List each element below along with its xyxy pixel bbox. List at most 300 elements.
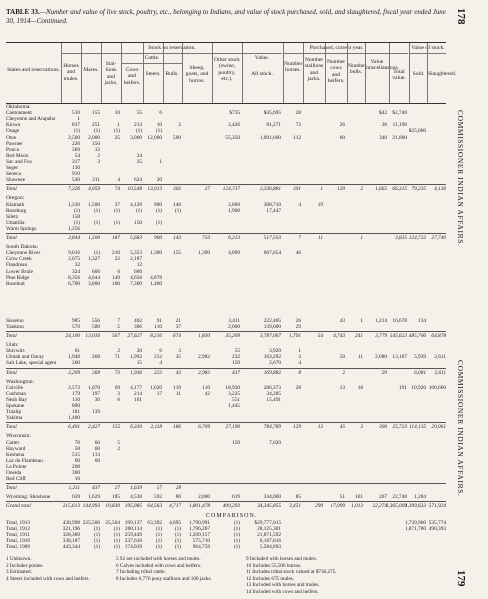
table-cell: 8,216: [150, 333, 162, 339]
table-cell: 22,748: [392, 494, 407, 501]
table-cell: 1,214: [375, 317, 387, 324]
table-cell: 112: [293, 134, 301, 141]
total-row: [6, 186, 446, 192]
table-row: [6, 415, 446, 421]
table-cell: 567: [112, 333, 120, 339]
comparison-title: COMPARISON.: [206, 512, 258, 519]
header-cattle: Cattle.: [144, 55, 160, 61]
table-row: [6, 135, 446, 141]
table-cell: 6: [159, 110, 162, 117]
table-cell: 1,665: [375, 186, 387, 193]
table-cell: 1,209,157: [188, 531, 210, 538]
table-cell: (1): [233, 531, 240, 538]
table-row: [6, 348, 446, 354]
table-cell: 13,167: [392, 354, 407, 361]
table-cell: 191: [399, 384, 407, 391]
table-cell: 140: [173, 201, 181, 208]
table-row: [6, 165, 446, 171]
table-cell: (1): [93, 207, 100, 214]
table-cell: 5: [117, 439, 120, 446]
table-cell: 3: [360, 424, 363, 431]
header-horses: Horses and mules.: [63, 63, 79, 82]
table-cell: 3,787,067: [259, 333, 281, 339]
table-row: [6, 269, 446, 275]
table-cell: 2,000: [198, 494, 210, 501]
table-cell: 85: [295, 494, 301, 501]
table-cell: (1): [155, 128, 162, 135]
table-cell: 12: [94, 146, 100, 153]
table-cell: 200: [72, 360, 80, 367]
table-cell: 3: [178, 348, 181, 355]
table-cell: 1: [360, 317, 363, 324]
row-label: Total, 1912: [6, 525, 31, 532]
table-row: [6, 409, 446, 415]
table-cell: 500: [173, 134, 181, 141]
table-row: [6, 220, 446, 226]
table-cell: 570: [72, 323, 80, 330]
table-cell: 4,656: [130, 274, 142, 281]
table-cell: $42: [379, 110, 387, 117]
table-cell: 5,353: [130, 250, 142, 257]
row-label: Total: [6, 369, 17, 376]
table-cell: 45: [339, 424, 345, 431]
table-cell: 11,196: [392, 122, 407, 129]
table-cell: (1): [93, 250, 100, 257]
table-cell: (1): [155, 544, 162, 550]
table-cell: 155: [112, 424, 120, 431]
table-cell: 71: [114, 354, 120, 361]
table-cell: 2: [360, 186, 363, 193]
table-cell: 134: [418, 317, 426, 324]
row-label: Otoe: [6, 134, 17, 141]
table-cell: (1): [233, 537, 240, 544]
table-cell: 9,016: [68, 250, 80, 257]
table-cell: 120: [337, 186, 345, 193]
table-cell: 2,000: [228, 323, 240, 330]
table-cell: 545,623: [389, 333, 407, 339]
table-cell: 462: [134, 317, 142, 324]
row-label: Sac and Fox: [6, 158, 33, 165]
table-cell: 58: [74, 445, 80, 452]
table-cell: 985: [72, 317, 80, 324]
table-cell: 158: [72, 213, 80, 220]
state-heading: Oklahoma:: [6, 104, 31, 110]
footnote: 14 Included with cows and heifers.: [246, 588, 319, 595]
table-cell: $45,695: [263, 110, 281, 117]
table-cell: 22,274: [372, 503, 387, 510]
table-cell: 6,700: [68, 280, 80, 287]
table-row: [6, 318, 446, 324]
row-label: Klamath: [6, 201, 25, 208]
table-cell: 37: [175, 323, 181, 330]
row-label: Neah Bay: [6, 396, 28, 403]
table-cell: 324: [72, 268, 80, 275]
table-cell: 1,790,991: [188, 519, 210, 526]
table-row: [6, 544, 446, 550]
row-label: Colville: [6, 384, 24, 391]
table-cell: (1): [93, 544, 100, 550]
table-cell: 35: [175, 354, 181, 361]
table-cell: 24: [136, 152, 142, 159]
table-cell: 20: [156, 177, 162, 184]
table-cell: 535,774: [428, 519, 446, 526]
table-row: [6, 532, 446, 538]
table-cell: 150: [232, 360, 240, 367]
table-cell: 61: [74, 348, 80, 355]
table-cell: 1,791: [289, 333, 301, 339]
table-cell: 60: [339, 134, 345, 141]
table-cell: 3: [117, 390, 120, 397]
table-cell: 268: [92, 369, 100, 376]
table-cell: 15,491: [266, 396, 281, 403]
table-cell: 2,680: [375, 354, 387, 361]
table-cell: 225,506: [82, 519, 100, 526]
table-cell: 1,830: [198, 333, 210, 339]
row-label: Red Cliff: [6, 476, 26, 483]
table-cell: 11: [175, 390, 181, 397]
state-heading: Utah:: [6, 342, 19, 349]
table-cell: (1): [93, 531, 100, 538]
table-cell: (1): [155, 207, 162, 214]
table-cell: 551: [232, 396, 240, 403]
table-cell: 6,709: [198, 424, 210, 431]
table-cell: 1,300: [150, 250, 162, 257]
table-cell: (1): [233, 544, 240, 550]
table-cell: 21,871,592: [257, 531, 281, 538]
footnote: 3 Estimated.: [6, 569, 32, 575]
table-cell: 1,327: [88, 256, 100, 263]
table-row: [6, 354, 446, 360]
table-cell: 6: [159, 348, 162, 355]
table-cell: 784,789: [263, 424, 281, 431]
table-row: [6, 470, 446, 476]
table-cell: 4,530: [130, 494, 142, 501]
table-cell: 1,091,600: [259, 134, 281, 141]
table-cell: 344,000: [263, 494, 281, 501]
table-cell: 2,427: [88, 424, 100, 431]
footnote: 10 Includes 55,500 burros.: [246, 562, 302, 569]
table-cell: 321,196: [62, 525, 80, 532]
table-row: [6, 403, 446, 409]
table-row: [6, 391, 446, 397]
table-cell: 2,982: [198, 354, 210, 361]
table-cell: 299: [315, 503, 323, 510]
table-cell: 17,099: [330, 503, 345, 510]
table-cell: 13: [317, 424, 323, 431]
row-label: Grand total: [6, 503, 31, 510]
table-cell: 2,075: [68, 256, 80, 263]
table-cell: 24,100: [65, 333, 80, 339]
row-label: Cantonment: [6, 110, 32, 117]
table-cell: 10: [156, 122, 162, 129]
table-cell: 27: [204, 186, 210, 193]
header-sold: Sold.: [412, 71, 425, 77]
table-cell: 27,627: [127, 333, 142, 339]
table-cell: 113: [92, 451, 100, 458]
table-cell: 490,393: [428, 525, 446, 532]
table-cell: 1,629: [88, 494, 100, 501]
table-rule: [6, 233, 446, 234]
table-cell: 101: [355, 494, 363, 501]
row-label: Shawnee: [6, 177, 26, 184]
table-row: [6, 177, 446, 183]
table-cell: 214: [134, 390, 142, 397]
table-cell: (1): [73, 128, 80, 135]
table-cell: 110: [72, 396, 80, 403]
table-cell: 199,137: [124, 519, 142, 526]
table-cell: 1,936: [130, 369, 142, 376]
table-cell: 26: [295, 317, 301, 324]
row-label: Roseburg: [6, 207, 27, 214]
table-cell: 1,620: [150, 384, 162, 391]
table-cell: 2,982: [198, 369, 210, 376]
table-cell: 55,350: [225, 134, 240, 141]
table-cell: 306: [134, 323, 142, 330]
table-cell: 8: [298, 369, 301, 376]
header-stallions: Stal-lions and jacks.: [104, 61, 118, 87]
table-row: [6, 281, 446, 287]
row-label: Tulalip: [6, 409, 22, 416]
table-cell: 600: [134, 268, 142, 275]
table-cell: 139: [92, 409, 100, 416]
table-cell: 26: [339, 122, 345, 129]
table-cell: 64,563: [147, 503, 162, 510]
table-cell: 27: [114, 485, 120, 492]
table-cell: 100: [112, 280, 120, 287]
table-cell: 580: [92, 323, 100, 330]
table-cell: 60: [74, 457, 80, 464]
table-row: [6, 208, 446, 214]
table-cell: 369: [72, 146, 80, 153]
row-label: Cushman: [6, 390, 27, 397]
table-cell: 6: [117, 268, 120, 275]
table-cell: 129: [293, 424, 301, 431]
table-label: TABLE 33.: [6, 8, 40, 16]
table-cell: 237,610: [124, 537, 142, 544]
table-cell: 10,920: [411, 384, 426, 391]
footnote: 9 Included with horses and mules.: [246, 556, 317, 562]
table-cell: 27,740: [431, 235, 446, 241]
table-cell: 8,187,616: [259, 537, 281, 544]
header-stock-on-reservation: Stock on reservation.: [148, 45, 196, 51]
table-cell: 4: [298, 360, 301, 367]
table-cell: 20: [381, 369, 387, 376]
table-row: [6, 520, 446, 526]
table-cell: 2,611: [434, 354, 446, 361]
table-row: [6, 250, 446, 256]
table-rule: [6, 368, 446, 369]
table-cell: 124,737: [222, 186, 240, 193]
row-label: Yakima: [6, 415, 23, 422]
row-label: Red Moon: [6, 152, 29, 159]
row-label: Uintah and Ouray: [6, 354, 44, 361]
table-cell: 606: [92, 268, 100, 275]
row-label: Lower Brule: [6, 268, 33, 275]
table-cell: 540: [72, 177, 80, 184]
table-cell: 259,449: [124, 531, 142, 538]
table-cell: 1,256: [68, 225, 80, 232]
table-cell: 2,336,881: [259, 186, 281, 193]
table-cell: 4,136: [434, 186, 446, 193]
total-row: [6, 503, 446, 509]
table-cell: 222,405: [263, 317, 281, 324]
row-label: Cheyenne and Arapaho: [6, 116, 56, 123]
row-label: Umatilla: [6, 219, 25, 226]
table-row: [6, 153, 446, 159]
footnote: 5 92 are included with horses and mules.: [116, 556, 201, 562]
table-cell: 35,209: [225, 333, 240, 339]
table-cell: 55: [136, 110, 142, 117]
table-cell: 267: [379, 494, 387, 501]
table-row: [6, 538, 446, 544]
header-num-stallions: Number stallions and jacks.: [304, 57, 324, 83]
table-rule: [6, 184, 446, 185]
table-cell: 25: [136, 158, 142, 165]
table-cell: 1,500: [88, 235, 100, 241]
table-cell: 185: [112, 494, 120, 501]
table-cell: 2: [117, 445, 120, 452]
table-cell: 60: [94, 445, 100, 452]
header-states: States and reservations.: [7, 67, 60, 73]
row-label: Seger: [6, 165, 19, 171]
table-row: [6, 458, 446, 464]
table-cell: 6,213: [228, 235, 240, 241]
table-caption-text: —Number and value of live stock, poultry, etc., belonging to Indians, and value of stock purchased, sold, and slaughtered, fiscal year ended June 30, 1914—Continued.: [6, 8, 446, 25]
row-label: Seneca: [6, 171, 21, 178]
page-number-top: 178: [455, 8, 467, 25]
header-value: Value.: [254, 55, 270, 61]
table-cell: 1,871,780: [404, 525, 426, 532]
footnote-column: [6, 556, 90, 582]
table-cell: (1): [135, 207, 142, 214]
footnote: 1 Unknown.: [6, 556, 32, 562]
table-cell: $29,777,015: [254, 519, 281, 526]
header-total-value: Total value.: [392, 69, 406, 82]
row-label: Total: [6, 235, 17, 241]
table-cell: 4: [298, 201, 301, 208]
table-cell: 222: [154, 369, 162, 376]
row-label: Carter: [6, 439, 20, 446]
state-heading: South Dakota:: [6, 244, 39, 251]
header-slaughtered: Slaughtered.: [428, 71, 457, 77]
table-cell: 2,573: [68, 384, 80, 391]
table-row: [6, 202, 446, 208]
row-label: Pawnee: [6, 140, 23, 147]
table-row: [6, 128, 446, 134]
table-rule: [6, 422, 446, 423]
table-cell: 5: [117, 323, 120, 330]
table-cell: 300: [379, 424, 387, 431]
table-cell: 51: [339, 494, 345, 501]
table-cell: 674: [173, 333, 181, 339]
table-cell: 181: [72, 409, 80, 416]
table-cell: 70: [74, 439, 80, 446]
table-cell: (1): [174, 207, 181, 214]
row-label: Lac du Flambeau: [6, 457, 43, 464]
table-cell: (1): [113, 531, 120, 538]
state-heading: Oregon:: [6, 195, 25, 202]
table-cell: 37: [114, 201, 120, 208]
table-cell: 241: [355, 333, 363, 339]
table-cell: (1): [174, 537, 181, 544]
table-cell: 42: [204, 390, 210, 397]
row-label: Spokane: [6, 403, 25, 409]
header-num-cows: Number cows and heifers.: [326, 59, 346, 85]
table-cell: 21,800: [392, 134, 407, 141]
row-label: Osage: [6, 128, 20, 135]
table-cell: 4,878: [150, 274, 162, 281]
table-cell: 837: [72, 122, 80, 129]
table-rule: [6, 483, 446, 484]
table-cell: 211: [92, 177, 100, 184]
row-label: Pine Ridge: [6, 274, 30, 281]
table-cell: (1): [113, 525, 120, 532]
table-cell: 619: [232, 494, 240, 501]
table-cell: 12,000: [147, 134, 162, 141]
table-cell: 7,300: [130, 280, 142, 287]
table-cell: $735: [229, 110, 240, 117]
table-cell: (1): [174, 531, 181, 538]
table-cell: 1,900: [228, 207, 240, 214]
table-cell: 18: [357, 384, 363, 391]
table-row: [6, 526, 446, 532]
table-cell: 2,118: [150, 424, 162, 431]
table-cell: 213: [134, 122, 142, 129]
table-cell: 15: [136, 360, 142, 367]
table-row: [6, 360, 446, 366]
table-cell: 667,654: [263, 250, 281, 257]
table-cell: 54: [317, 333, 323, 339]
table-cell: 268: [92, 354, 100, 361]
table-cell: 43: [175, 369, 181, 376]
table-cell: 174,019: [124, 544, 142, 550]
table-cell: 4,059: [88, 186, 100, 193]
table-cell: 2,844: [68, 235, 80, 241]
table-cell: 43: [339, 317, 345, 324]
table-row: [6, 464, 446, 470]
table-cell: 1,400: [68, 415, 80, 422]
table-cell: 1,390: [198, 250, 210, 257]
table-cell: 10: [114, 110, 120, 117]
table-cell: 733: [202, 235, 210, 241]
table-cell: 212: [154, 354, 162, 361]
table-row: [6, 397, 446, 403]
table-cell: 10,830: [105, 503, 120, 510]
table-cell: 4,695: [169, 519, 181, 526]
table-cell: 302: [173, 186, 181, 193]
table-row: [6, 494, 446, 500]
table-cell: (1): [93, 219, 100, 226]
table-cell: 2: [342, 369, 345, 376]
table-cell: 1,801,478: [188, 503, 210, 510]
table-cell: 2,611: [434, 369, 446, 376]
footnote: 7 Including tribal cattle.: [116, 569, 166, 575]
row-label: Warm Springs: [6, 225, 37, 232]
table-cell: 3,920: [269, 348, 281, 355]
table-cell: 3,000: [130, 134, 142, 141]
table-cell: 2,426: [228, 122, 240, 129]
row-label: Keshena: [6, 451, 25, 458]
table-cell: 4,177: [130, 384, 142, 391]
header-misc: Value miscellaneous.: [366, 59, 400, 72]
table-cell: (1): [113, 537, 120, 544]
table-cell: 900: [154, 201, 162, 208]
table-cell: 150: [134, 219, 142, 226]
table-cell: 101: [134, 396, 142, 403]
table-cell: 4,717: [169, 503, 181, 510]
table-cell: 3,800: [88, 280, 100, 287]
table-cell: 36: [381, 122, 387, 129]
